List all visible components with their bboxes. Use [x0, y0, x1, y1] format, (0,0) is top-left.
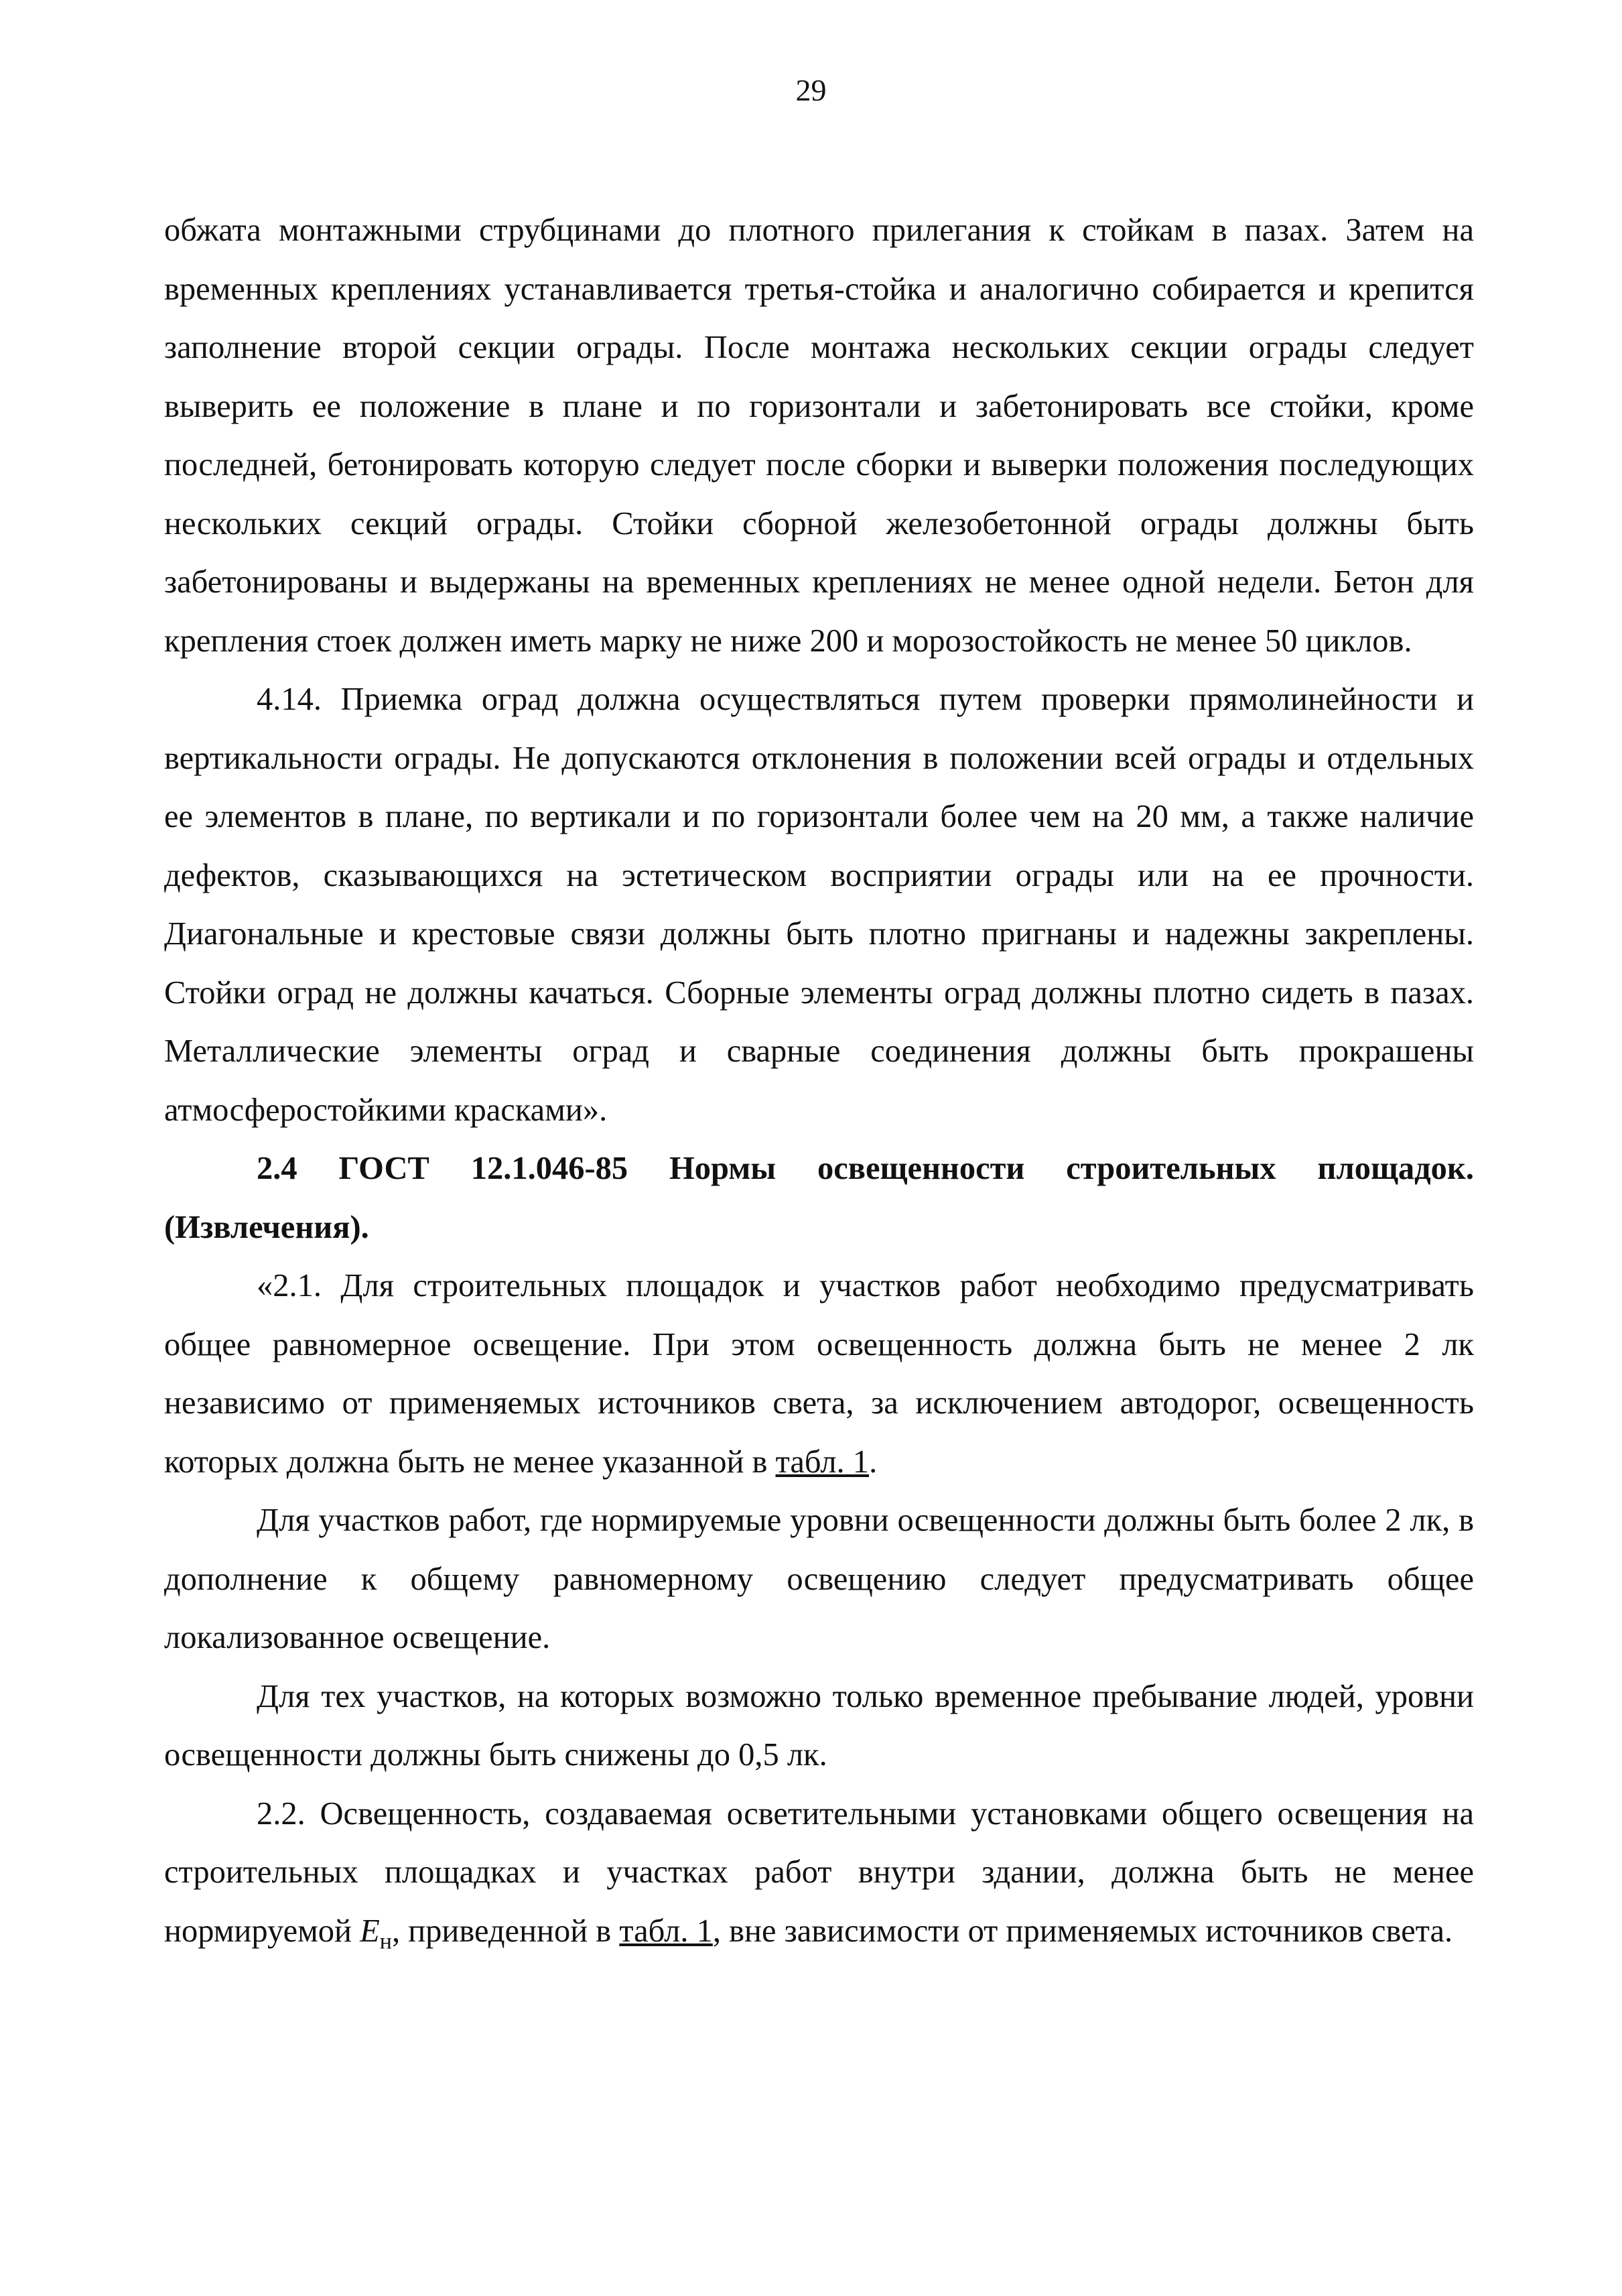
paragraph-temporary-areas: Для тех участков, на которых возможно только временное пребывание людей, уровни освещенности должны быть снижены до 0,5 лк.: [164, 1678, 1474, 1773]
paragraph-2-2: [164, 1785, 1474, 1971]
norm-illuminance-symbol: [360, 1913, 392, 1954]
symbol-e: E: [360, 1913, 380, 1949]
table-1-link-2[interactable]: табл. 1: [619, 1913, 713, 1949]
page-number: 29: [795, 73, 827, 107]
paragraph-continuation: обжата монтажными струбцинами до плотного прилегания к стойкам в пазах. Затем на временных креплениях устанавливается третья-стойка и аналогично собирается и крепится заполнение второй секции ограды. После монтажа нескольких секции ограды следует выверить ее положение в плане и по горизонтали и забетонировать все стойки, кроме последней, бетонировать которую следует после сборки и выверки положения последующих нескольких секций ограды. Стойки сборной железобетонной ограды должны быть забетонированы и выдержаны на временных креплениях не менее одной недели. Бетон для крепления стоек должен иметь марку не ниже 200 и морозостойкость не менее 50 циклов.: [164, 212, 1474, 659]
paragraph-2-1: [164, 1257, 1474, 1491]
document-body: [164, 201, 1474, 1971]
table-1-link[interactable]: табл. 1: [775, 1444, 870, 1480]
paragraph-2-2-text-b: , приведенной в: [391, 1913, 620, 1949]
paragraph-2-2-text-c: , вне зависимости от применяемых источников света.: [712, 1913, 1453, 1949]
symbol-subscript: н: [379, 1929, 392, 1954]
paragraph-2-1-text: «2.1. Для строительных площадок и участков работ необходимо предусматривать общее равномерное освещение. При этом освещенность должна быть не менее 2 лк независимо от применяемых источников света, за исключением автодорог, освещенность которых должна быть не менее указанной в: [164, 1268, 1474, 1480]
paragraph-work-areas: Для участков работ, где нормируемые уровни освещенности должны быть более 2 лк, в дополнение к общему равномерному освещению следует предусматривать общее локализованное освещение.: [164, 1503, 1474, 1655]
paragraph-2-1-end: .: [869, 1444, 878, 1480]
section-heading: 2.4 ГОСТ 12.1.046-85 Нормы освещенности строительных площадок. (Извлечения).: [164, 1151, 1474, 1245]
paragraph-2-2-text-a: 2.2. Освещенность, создаваемая осветительными установками общего освещения на строительных площадках и участках работ внутри здании, должна быть не менее нормируемой: [164, 1795, 1474, 1949]
paragraph-4-14: 4.14. Приемка оград должна осуществляться путем проверки прямолинейности и вертикальности ограды. Не допускаются отклонения в положении всей ограды и отдельных ее элементов в плане, по вертикали и по горизонтали более чем на 20 мм, а также наличие дефектов, сказывающихся на эстетическом восприятии ограды или на ее прочности. Диагональные и крестовые связи должны быть плотно пригнаны и надежны закреплены. Стойки оград не должны качаться. Сборные элементы оград должны плотно сидеть в пазах. Металлические элементы оград и сварные соединения должны быть прокрашены атмосферостойкими красками».: [164, 682, 1474, 1128]
